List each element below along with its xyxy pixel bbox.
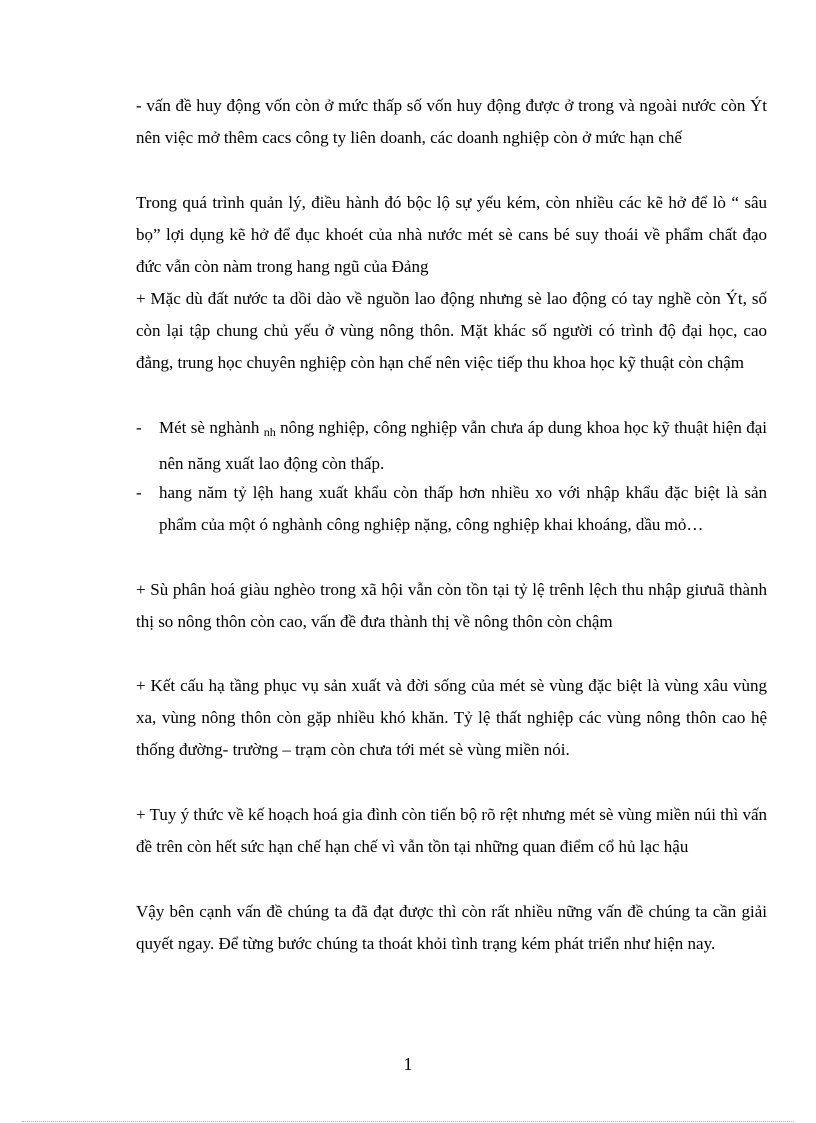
paragraph-labor-force: + Mặc dù đất nước ta dồi dào về nguồn lao động nhưng sè lao động có tay nghề còn Ýt, số còn lại tập chung chủ yếu ở vùng nông thôn. Mặt khác số người có trình độ đại học, cao đẳng, trung học chuyên nghiệp còn hạn chế nên việc tiếp thu khoa học kỹ thuật còn chậm — [136, 289, 767, 373]
bullet-text-end: nông nghiệp, công nghiệp vẫn chưa áp dung khoa học kỹ thuật hiện đại nên năng xuất lao động còn thấp. — [159, 418, 767, 473]
bullet-item-sectors — [159, 412, 767, 480]
paragraph-capital-mobilization: - vấn đề huy động vốn còn ở mức thấp số vốn huy động được ở trong và ngoài nước còn Ýt nên việc mở thêm cacs công ty liên doanh, các doanh nghiệp còn ở mức hạn chế — [136, 96, 767, 148]
paragraph-infrastructure: + Kết cấu hạ tầng phục vụ sản xuất và đời sống của mét sè vùng đặc biệt là vùng xâu vùng xa, vùng nông thôn còn gặp nhiều khó khăn. Tỷ lệ thất nghiệp các vùng nông thôn cao hệ thống đường- trường – trạm còn chưa tới mét sè vùng miền nói. — [136, 676, 767, 760]
subscript-fragment: nh — [263, 425, 276, 439]
bullet-marker: - — [136, 483, 142, 502]
bullet-item-exports: hang năm tỷ lệh hang xuất khẩu còn thấp hơn nhiều xo với nhập khẩu đặc biệt là sản phẩm của một ó nghành công nghiệp nặng, công nghiệp khai khoáng, dầu mỏ… — [159, 483, 767, 534]
bullet-text-start: Mét sè nghành — [159, 418, 264, 437]
page-number: 1 — [403, 1054, 413, 1074]
bullet-marker: - — [136, 418, 142, 437]
paragraph-income-gap: + Sù phân hoá giàu nghèo trong xã hội vẫn còn tồn tại tỷ lệ trênh lệch thu nhập giưuã thành thị so nông thôn còn cao, vấn đề đưa thành thị về nông thôn còn chậm — [136, 580, 767, 632]
footer-divider — [22, 1121, 794, 1122]
paragraph-management-weakness: Trong quá trình quản lý, điều hành đó bộc lộ sự yếu kém, còn nhiều các kẽ hở để lò “ sâu bọ” lợi dụng kẽ hở để đục khoét của nhà nước mét sè cans bé suy thoái về phẩm chất đạo đức vẫn còn nàm trong hang ngũ của Đảng — [136, 193, 767, 277]
paragraph-conclusion: Vậy bên cạnh vấn đề chúng ta đã đạt được thì còn rất nhiều nững vấn đề chúng ta cần giải quyết ngay. Để từng bước chúng ta thoát khỏi tình trạng kém phát triển như hiện nay. — [136, 902, 767, 954]
paragraph-family-planning: + Tuy ý thức về kế hoạch hoá gia đình còn tiến bộ rõ rệt nhưng mét sè vùng miền núi thì vấn đề trên còn hết sức hạn chế hạn chế vì vẫn tồn tại những quan điểm cổ hủ lạc hậu — [136, 805, 767, 857]
